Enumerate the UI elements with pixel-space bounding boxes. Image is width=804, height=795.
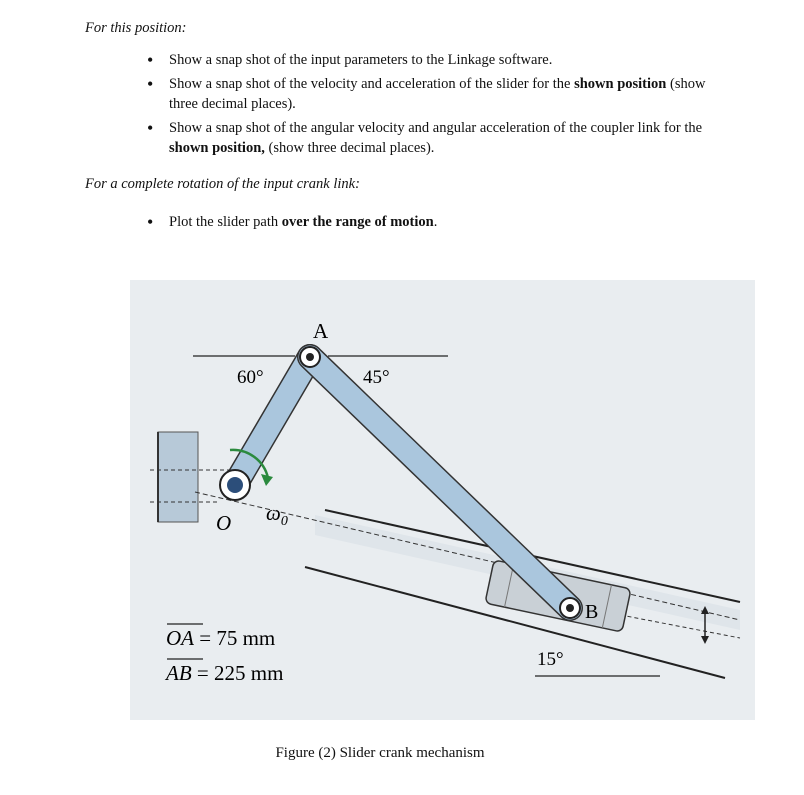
task-slider-velocity: • Show a snap shot of the velocity and acceleration of the slider for the shown position (show three decimal places). [147, 74, 707, 114]
label-point-b: B [585, 601, 599, 623]
figure-caption: Figure (2) Slider crank mechanism [275, 745, 485, 761]
task-input-parameters: • Show a snap shot of the input parameters to the Linkage software. [147, 50, 707, 70]
task-coupler-angular: • Show a snap shot of the angular velocity and angular acceleration of the coupler link for the shown position, (show three decimal places). [147, 118, 707, 158]
pin-a-center [306, 353, 314, 361]
rotation-heading: For a complete rotation of the input crank link: [85, 176, 360, 192]
dimension-ab: AB = 225 mm [166, 661, 284, 685]
label-point-o: O [216, 511, 232, 535]
label-angle-crank: 60° [237, 367, 264, 388]
label-angle-slope: 15° [537, 649, 564, 670]
ground-block [158, 432, 198, 522]
label-angle-coupler: 45° [363, 367, 390, 388]
label-omega: $\omega_0$ [266, 501, 288, 529]
task-slider-path: • Plot the slider path over the range of motion. [147, 212, 707, 232]
pin-b-center [566, 604, 574, 612]
position-task-list [147, 50, 707, 162]
position-heading: For this position: [85, 20, 187, 36]
dimension-oa: OA = 75 mm [166, 626, 276, 650]
label-point-a: A [313, 319, 329, 343]
slider-crank-figure [130, 280, 755, 720]
rotation-task-list [147, 212, 707, 236]
pin-o-center [227, 477, 243, 493]
